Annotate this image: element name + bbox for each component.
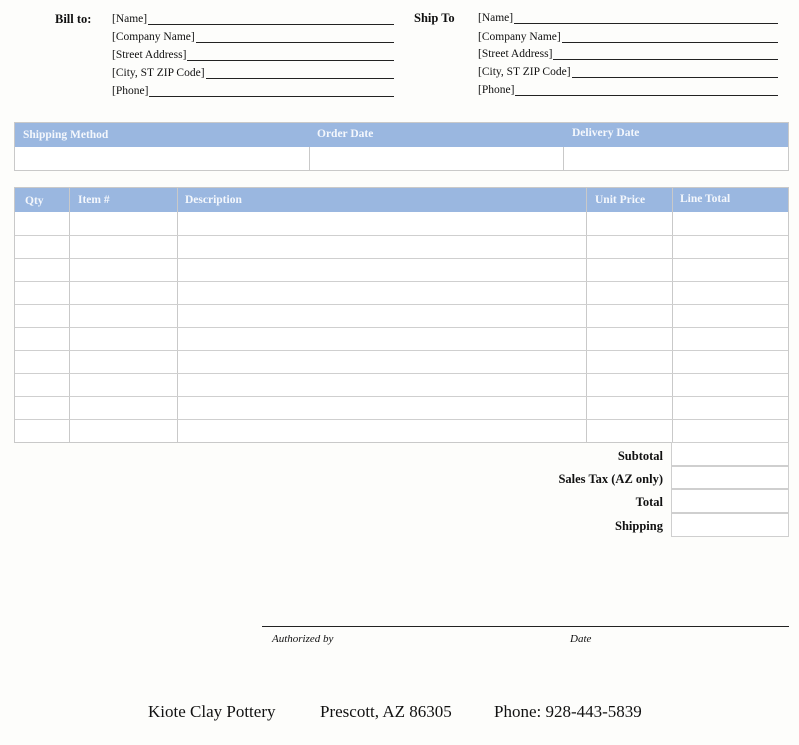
ship-to-city-label: [City, ST ZIP Code] — [478, 66, 571, 78]
unit-price-cell[interactable] — [587, 373, 672, 396]
table-row — [15, 396, 788, 419]
table-row — [15, 235, 788, 258]
qty-header: Qty — [25, 195, 44, 207]
unit-price-cell[interactable] — [587, 235, 672, 258]
signature-line[interactable] — [262, 626, 789, 627]
line-total-cell[interactable] — [673, 396, 787, 419]
delivery-date-cell[interactable] — [564, 147, 788, 170]
unit-price-cell[interactable] — [587, 350, 672, 373]
item-number-cell[interactable] — [70, 373, 177, 396]
description-cell[interactable] — [178, 304, 586, 327]
line-total-header: Line Total — [680, 193, 731, 205]
qty-cell[interactable] — [15, 304, 69, 327]
bill-to-phone-field[interactable] — [112, 85, 394, 97]
order-date-cell[interactable] — [310, 147, 563, 170]
shipping-table — [14, 122, 789, 171]
item-number-cell[interactable] — [70, 396, 177, 419]
ship-to-company-field[interactable] — [478, 31, 778, 43]
qty-cell[interactable] — [15, 258, 69, 281]
line-total-cell[interactable] — [673, 327, 787, 350]
shipping-method-cell[interactable] — [15, 147, 309, 170]
bill-to-name-label: [Name] — [112, 13, 148, 25]
footer-company: Kiote Clay Pottery — [148, 702, 276, 721]
ship-to-label: Ship To — [414, 11, 455, 25]
delivery-date-header: Delivery Date — [572, 127, 640, 139]
bill-to-street-field[interactable] — [112, 49, 394, 61]
ship-to-phone-label: [Phone] — [478, 84, 515, 96]
total-label: Total — [635, 495, 663, 509]
description-header: Description — [185, 194, 242, 206]
unit-price-cell[interactable] — [587, 281, 672, 304]
description-cell[interactable] — [178, 350, 586, 373]
line-total-cell[interactable] — [673, 235, 787, 258]
item-number-cell[interactable] — [70, 419, 177, 442]
description-cell[interactable] — [178, 373, 586, 396]
qty-cell[interactable] — [15, 396, 69, 419]
unit-price-cell[interactable] — [587, 304, 672, 327]
authorized-by-label: Authorized by — [272, 633, 334, 645]
subtotal-cell[interactable] — [671, 442, 789, 466]
date-label: Date — [570, 633, 592, 645]
line-total-cell[interactable] — [673, 258, 787, 281]
footer-phone: Phone: 928-443-5839 — [494, 702, 642, 721]
item-number-cell[interactable] — [70, 350, 177, 373]
description-cell[interactable] — [178, 281, 586, 304]
qty-cell[interactable] — [15, 235, 69, 258]
bill-to-company-label: [Company Name] — [112, 31, 195, 43]
sales-tax-cell[interactable] — [671, 466, 789, 489]
bill-to-city-label: [City, ST ZIP Code] — [112, 67, 205, 79]
line-total-cell[interactable] — [673, 304, 787, 327]
description-cell[interactable] — [178, 212, 586, 235]
table-row — [15, 350, 788, 373]
bill-to-company-field[interactable] — [112, 31, 394, 43]
line-total-cell[interactable] — [673, 373, 787, 396]
table-row — [15, 258, 788, 281]
table-row — [15, 419, 788, 442]
item-number-cell[interactable] — [70, 304, 177, 327]
ship-to-street-field[interactable] — [478, 48, 778, 60]
ship-to-name-label: [Name] — [478, 12, 514, 24]
table-row — [15, 373, 788, 396]
bill-to-city-field[interactable] — [112, 67, 394, 79]
description-cell[interactable] — [178, 396, 586, 419]
qty-cell[interactable] — [15, 212, 69, 235]
line-total-cell[interactable] — [673, 419, 787, 442]
ship-to-street-label: [Street Address] — [478, 48, 553, 60]
ship-to-company-label: [Company Name] — [478, 31, 561, 43]
unit-price-cell[interactable] — [587, 258, 672, 281]
qty-cell[interactable] — [15, 281, 69, 304]
line-total-cell[interactable] — [673, 212, 787, 235]
bill-to-phone-label: [Phone] — [112, 85, 149, 97]
qty-cell[interactable] — [15, 419, 69, 442]
unit-price-header: Unit Price — [595, 194, 646, 206]
order-date-header: Order Date — [317, 128, 374, 140]
unit-price-cell[interactable] — [587, 327, 672, 350]
qty-cell[interactable] — [15, 327, 69, 350]
ship-to-name-field[interactable] — [478, 12, 778, 24]
footer-location: Prescott, AZ 86305 — [320, 702, 452, 721]
item-number-header: Item # — [78, 194, 110, 206]
shipping-table-header — [15, 123, 788, 147]
bill-to-name-field[interactable] — [112, 13, 394, 25]
ship-to-city-field[interactable] — [478, 66, 778, 78]
table-row — [15, 212, 788, 235]
unit-price-cell[interactable] — [587, 419, 672, 442]
item-number-cell[interactable] — [70, 327, 177, 350]
items-table — [14, 187, 789, 443]
description-cell[interactable] — [178, 235, 586, 258]
ship-to-phone-field[interactable] — [478, 84, 778, 96]
bill-to-label: Bill to: — [55, 12, 92, 26]
shipping-method-header: Shipping Method — [23, 129, 109, 141]
table-row — [15, 327, 788, 350]
line-total-cell[interactable] — [673, 350, 787, 373]
description-cell[interactable] — [178, 419, 586, 442]
item-number-cell[interactable] — [70, 281, 177, 304]
unit-price-cell[interactable] — [587, 396, 672, 419]
line-total-cell[interactable] — [673, 281, 787, 304]
qty-cell[interactable] — [15, 350, 69, 373]
sales-tax-label: Sales Tax (AZ only) — [558, 472, 663, 486]
total-cell[interactable] — [671, 489, 789, 513]
item-number-cell[interactable] — [70, 235, 177, 258]
item-number-cell[interactable] — [70, 258, 177, 281]
bill-to-street-label: [Street Address] — [112, 49, 187, 61]
shipping-cell[interactable] — [671, 513, 789, 537]
description-cell[interactable] — [178, 327, 586, 350]
item-number-cell[interactable] — [70, 212, 177, 235]
subtotal-label: Subtotal — [617, 449, 663, 463]
qty-cell[interactable] — [15, 373, 69, 396]
table-row — [15, 304, 788, 327]
description-cell[interactable] — [178, 258, 586, 281]
unit-price-cell[interactable] — [587, 212, 672, 235]
shipping-label: Shipping — [615, 519, 663, 533]
table-row — [15, 281, 788, 304]
